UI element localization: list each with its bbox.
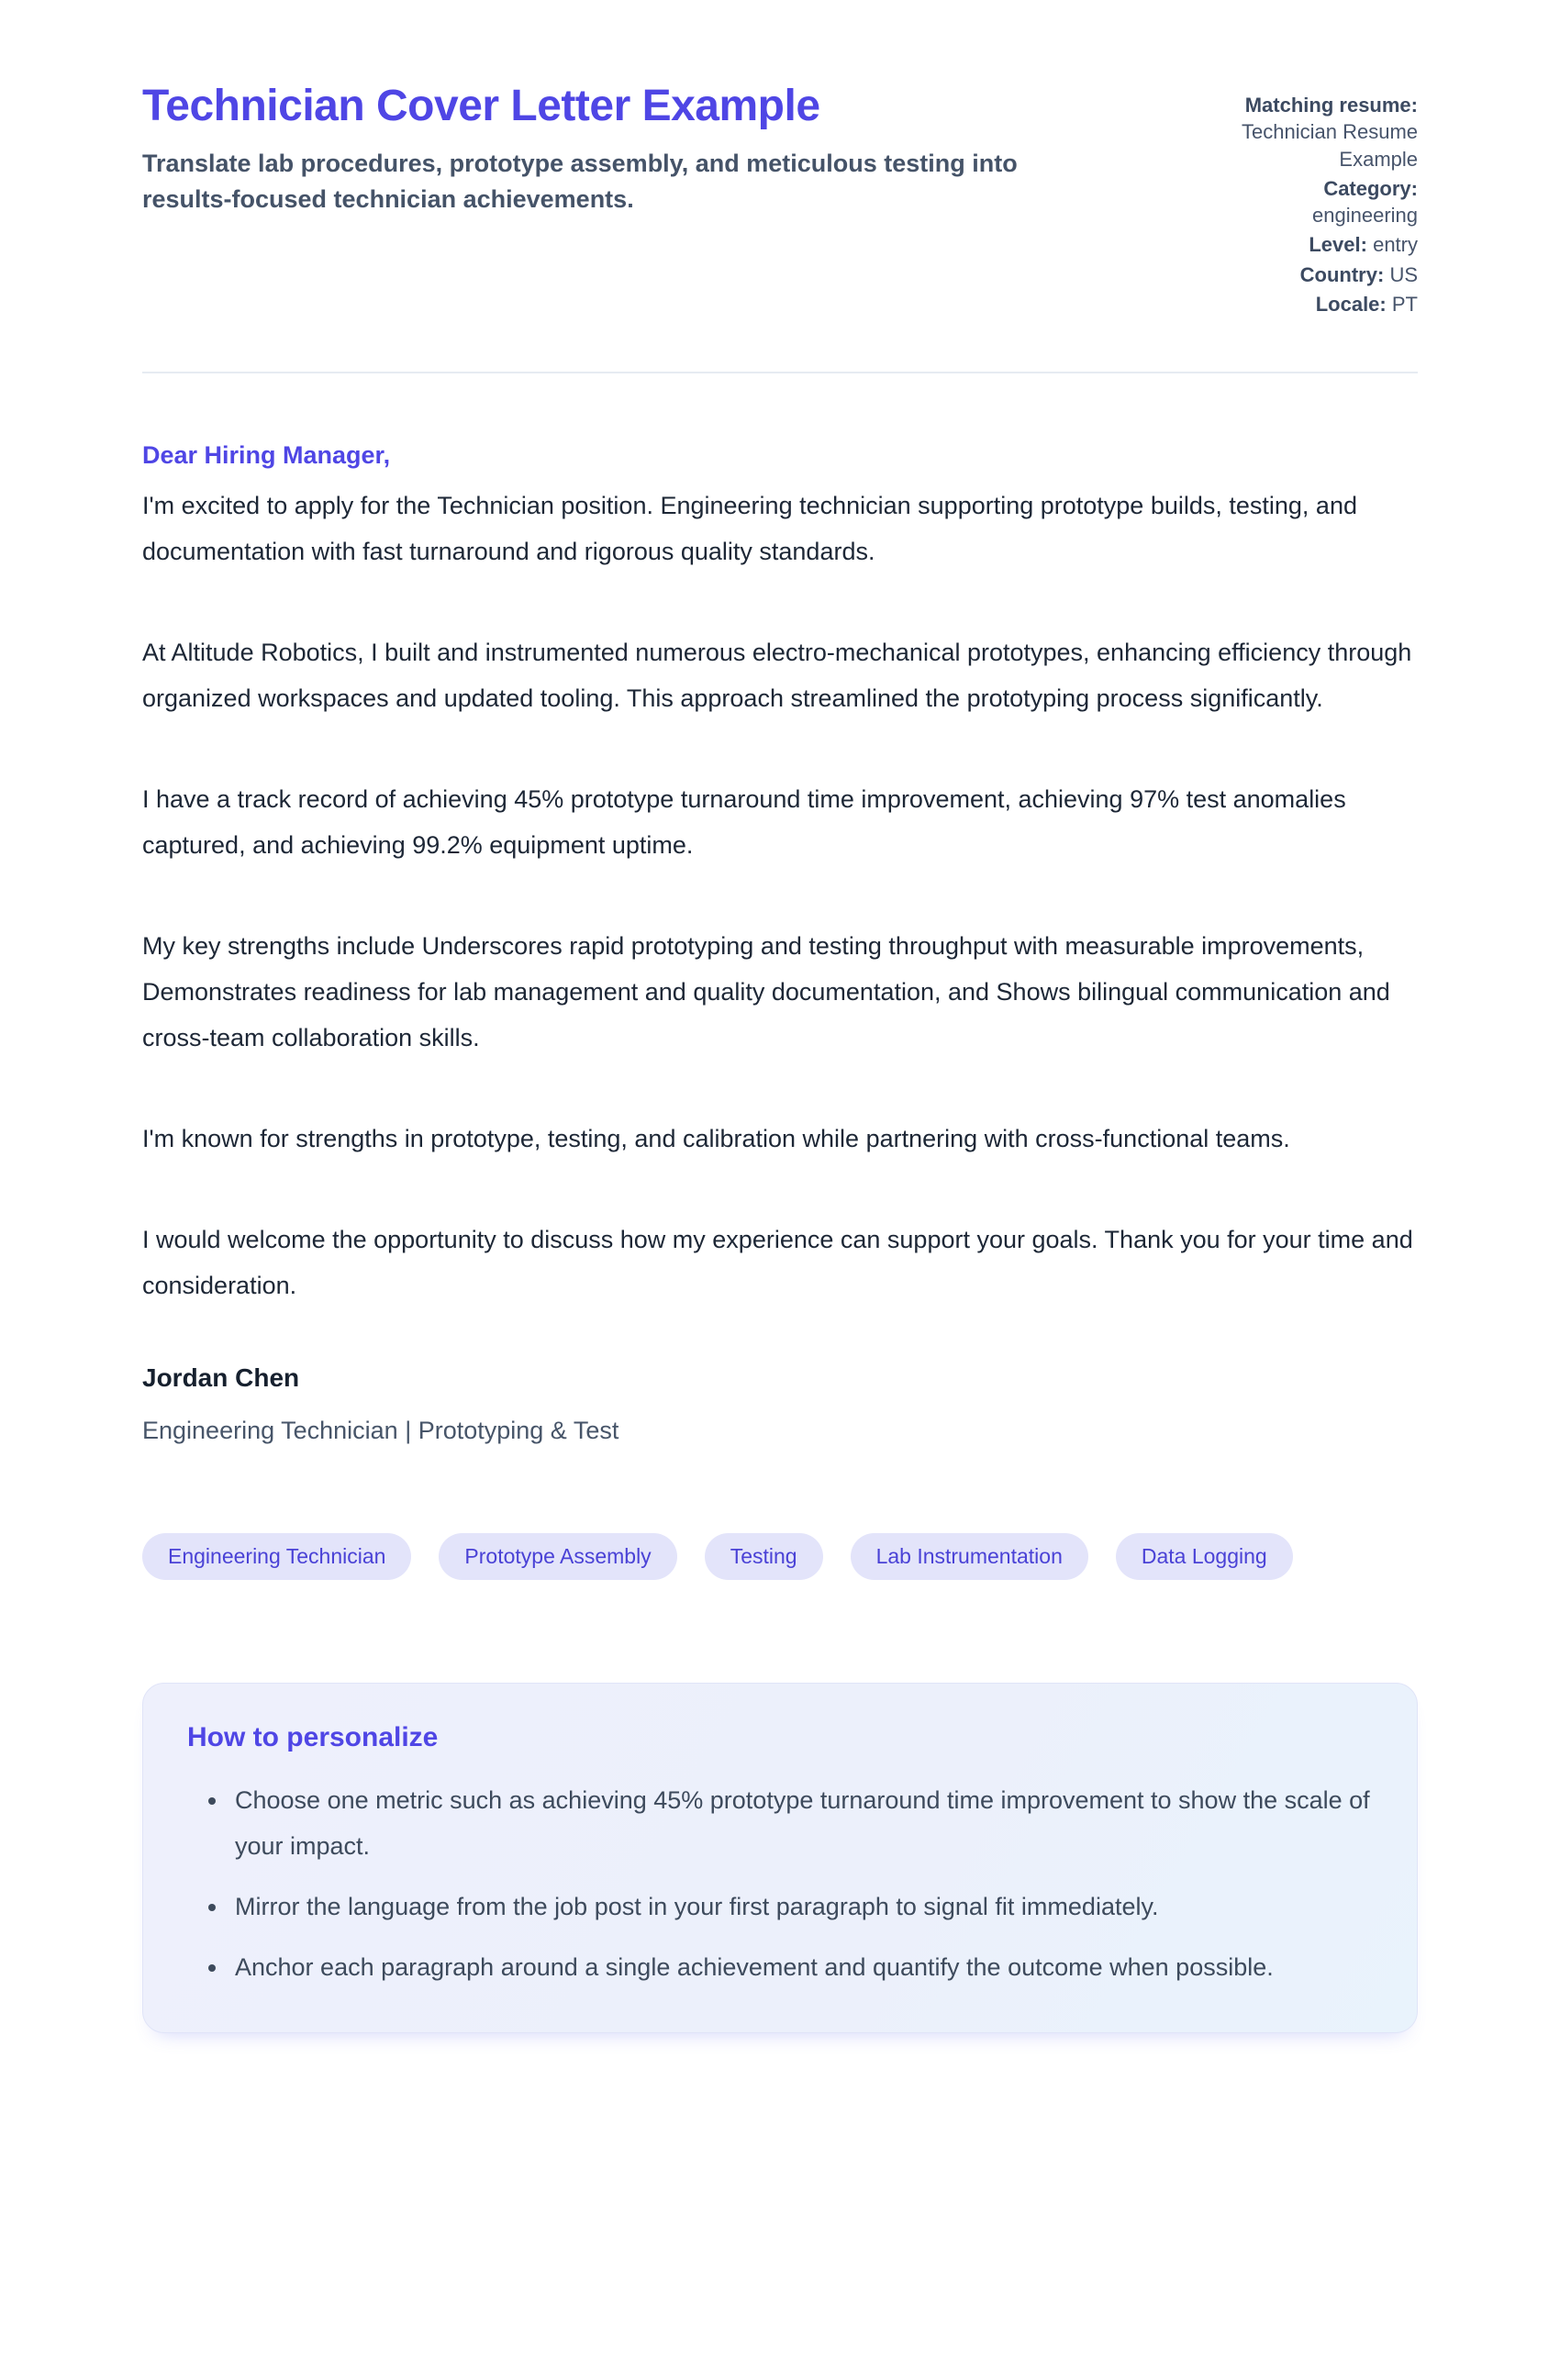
meta-locale-value: PT (1391, 292, 1418, 316)
personalize-bullet: • Mirror the language from the job post in your first paragraph to signal fit immediately. (229, 1884, 1373, 1930)
meta-matching-resume-label: Matching resume: (1244, 94, 1418, 117)
meta-category (1205, 175, 1418, 229)
meta-country (1205, 261, 1418, 288)
meta-matching-resume (1205, 92, 1418, 172)
page (142, 81, 1418, 2033)
letter-body (142, 441, 1418, 1445)
tag-data-logging[interactable]: Data Logging (1116, 1533, 1293, 1580)
meta-country-value: US (1389, 262, 1418, 286)
meta-country-label: Country: (1299, 262, 1385, 286)
page-subtitle: Translate lab procedures, prototype assembly, and meticulous testing into results-focused technician achievements. (142, 150, 1018, 213)
letter-paragraph: I would welcome the opportunity to discuss how my experience can support your goals. Thank you for your time and consideration. (142, 1226, 1413, 1299)
meta-level-value: entry (1373, 233, 1418, 257)
meta-category-value: engineering (1312, 204, 1418, 227)
meta-panel (1205, 81, 1418, 320)
meta-level-label: Level: (1309, 233, 1367, 257)
meta-locale (1205, 291, 1418, 317)
letter-paragraph: I'm known for strengths in prototype, testing, and calibration while partnering with cross-functional teams. (142, 1125, 1290, 1152)
tag-testing[interactable]: Testing (705, 1533, 823, 1580)
meta-category-label: Category: (1323, 176, 1418, 200)
header-divider (142, 372, 1418, 373)
signature-name: Jordan Chen (142, 1363, 300, 1392)
letter-paragraph: At Altitude Robotics, I built and instrumented numerous electro-mechanical prototypes, enhancing efficiency through organized workspaces and updated tooling. This approach streamlined the prototyping process significantly. (142, 639, 1412, 712)
tag-list (142, 1533, 1418, 1580)
meta-locale-label: Locale: (1315, 292, 1387, 316)
letter-paragraph: My key strengths include Underscores rapid prototyping and testing throughput with measurable improvements, Demonstrates readiness for lab management and quality documentation, and Shows bilingual communication and cross-team collaboration skills. (142, 932, 1390, 1051)
personalize-title: How to personalize (187, 1722, 439, 1752)
letter-greeting: Dear Hiring Manager, (142, 441, 391, 469)
personalize-list (187, 1777, 1373, 1990)
personalize-box (142, 1683, 1418, 2033)
page-title: Technician Cover Letter Example (142, 82, 820, 130)
tag-prototype-assembly[interactable]: Prototype Assembly (439, 1533, 676, 1580)
letter-paragraph: I'm excited to apply for the Technician position. Engineering technician supporting prototype builds, testing, and documentation with fast turnaround and rigorous quality standards. (142, 492, 1357, 565)
tag-lab-instrumentation[interactable]: Lab Instrumentation (851, 1533, 1088, 1580)
tag-engineering-technician[interactable]: Engineering Technician (142, 1533, 411, 1580)
header (142, 81, 1418, 320)
personalize-bullet: • Choose one metric such as achieving 45% prototype turnaround time improvement to show the scale of your impact. (229, 1777, 1373, 1869)
header-left (142, 81, 1097, 217)
signature-role: Engineering Technician | Prototyping & Test (142, 1417, 619, 1444)
meta-level (1205, 231, 1418, 258)
meta-matching-resume-value: Technician Resume Example (1242, 120, 1418, 171)
letter-paragraph: I have a track record of achieving 45% prototype turnaround time improvement, achieving 97% test anomalies captured, and achieving 99.2% equipment uptime. (142, 785, 1346, 859)
personalize-bullet: • Anchor each paragraph around a single achievement and quantify the outcome when possible. (229, 1944, 1373, 1990)
